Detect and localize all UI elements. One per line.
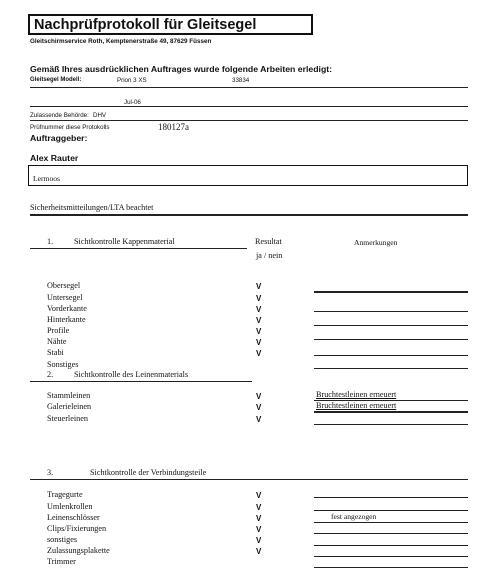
remark-text: Bruchtestleinen erneuert xyxy=(316,390,397,399)
check-mark: V xyxy=(256,305,262,314)
remark-line xyxy=(314,311,468,312)
protocol-number: 180127a xyxy=(158,122,189,132)
remark-line xyxy=(314,497,468,498)
intro-text: Gemäß Ihres ausdrücklichen Auftrages wurde folgende Arbeiten erledigt: xyxy=(30,64,333,74)
check-mark: V xyxy=(256,294,262,303)
section-1-underline xyxy=(30,248,247,249)
remark-line xyxy=(314,411,468,413)
section-3-underline xyxy=(30,479,468,480)
serial-value: 33834 xyxy=(232,77,250,84)
item-label: Galerieleinen xyxy=(47,402,92,411)
item-label: Hinterkante xyxy=(47,315,86,324)
item-label: Leinenschlösser xyxy=(47,513,100,522)
client-city-box xyxy=(28,165,468,186)
client-name: Alex Rauter xyxy=(30,153,79,163)
item-label: sonstiges xyxy=(47,535,78,544)
check-mark: V xyxy=(256,514,262,523)
item-label: Nähte xyxy=(47,337,67,346)
check-mark: V xyxy=(256,536,262,545)
item-label: Trimmer xyxy=(47,557,76,566)
date-line xyxy=(30,106,468,107)
result-sub-header: ja / nein xyxy=(256,251,283,260)
model-value: Prion 3 XS xyxy=(117,77,147,84)
company-address: Gleitschirmservice Roth, Kemptenerstraße 49, 87629 Füssen xyxy=(30,38,212,45)
check-mark: V xyxy=(256,338,262,347)
check-mark: V xyxy=(256,316,262,325)
authority-value: DHV xyxy=(93,112,107,119)
remark-line xyxy=(314,567,468,568)
remark-line xyxy=(314,545,468,546)
item-label: Zulassungsplakette xyxy=(47,546,110,555)
item-label: Stammleinen xyxy=(47,391,91,400)
section-3-number: 3. xyxy=(47,468,54,477)
section-1-title: Sichtkontrolle Kappenmaterial xyxy=(74,237,175,246)
item-label: Clips/Fixierungen xyxy=(47,524,107,533)
safety-line xyxy=(30,214,468,216)
check-mark: V xyxy=(256,503,262,512)
authority-line xyxy=(30,120,468,121)
remark-line xyxy=(314,291,468,293)
title-box xyxy=(28,14,313,35)
section-2-underline xyxy=(30,381,252,382)
check-mark: V xyxy=(256,392,262,401)
section-3-title: Sichtkontrolle der Verbindungsteile xyxy=(90,468,207,477)
client-label: Auftraggeber: xyxy=(30,133,88,143)
item-label: Obersegel xyxy=(47,281,81,290)
item-label: Tragegurte xyxy=(47,490,83,499)
section-2-number: 2. xyxy=(47,370,54,379)
remark-text: fest angezogen xyxy=(331,512,377,521)
remark-line xyxy=(314,355,468,356)
safety-note: Sicherheitsmitteilungen/LTA beachtet xyxy=(30,203,154,212)
remark-line xyxy=(314,556,468,557)
section-2-title: Sichtkontrolle des Leinenmaterials xyxy=(74,370,189,379)
protocol-label: Prüfnummer diese Protokolls xyxy=(30,124,110,131)
client-city: Lermoos xyxy=(33,174,60,183)
item-label: Vorderkante xyxy=(47,304,87,313)
item-label: Untersegel xyxy=(47,293,83,302)
date-value: Jul-06 xyxy=(124,99,141,106)
item-label: Umlenkrollen xyxy=(47,502,93,511)
document-title: Nachprüfprotokoll für Gleitsegel xyxy=(34,17,257,33)
item-label: Profile xyxy=(47,326,70,335)
item-label: Sonstiges xyxy=(47,360,79,369)
check-mark: V xyxy=(256,547,262,556)
remark-line xyxy=(314,339,468,340)
check-mark: V xyxy=(256,403,262,412)
result-header: Resultat xyxy=(255,237,282,246)
remark-line xyxy=(314,533,468,534)
model-line xyxy=(30,87,468,88)
remark-text: Bruchtestleinen erneuert xyxy=(316,401,397,410)
check-mark: V xyxy=(256,282,262,291)
check-mark: V xyxy=(256,525,262,534)
model-label: Gleitsegel Modell: xyxy=(30,77,82,83)
check-mark: V xyxy=(256,349,262,358)
item-label: Stabi xyxy=(47,348,64,357)
remark-line xyxy=(314,368,468,369)
section-1-number: 1. xyxy=(47,237,54,246)
check-mark: V xyxy=(256,415,262,424)
remark-line xyxy=(314,510,468,511)
authority-label: Zulassende Behörde: xyxy=(30,112,89,119)
remark-line xyxy=(314,325,468,326)
remarks-header: Anmerkungen xyxy=(354,238,398,247)
check-mark: V xyxy=(256,327,262,336)
remark-line xyxy=(314,522,468,523)
item-label: Steuerleinen xyxy=(47,414,88,423)
remark-line xyxy=(314,424,468,425)
check-mark: V xyxy=(256,491,262,500)
